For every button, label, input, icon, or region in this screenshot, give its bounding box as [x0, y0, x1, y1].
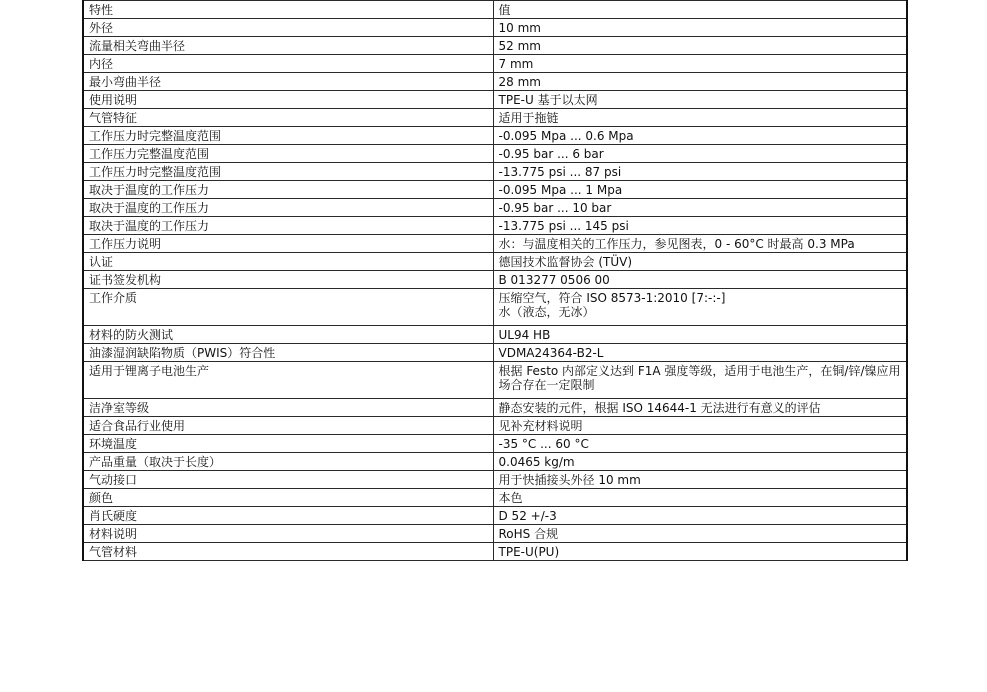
table-row	[83, 362, 907, 399]
row-property: 工作压力时完整温度范围	[83, 163, 493, 181]
table-row	[83, 543, 907, 561]
row-value: 7 mm	[493, 55, 907, 73]
table-row	[83, 163, 907, 181]
row-property: 环境温度	[83, 435, 493, 453]
row-value: 28 mm	[493, 73, 907, 91]
table-row	[83, 399, 907, 417]
row-value: 适用于拖链	[493, 109, 907, 127]
row-property: 认证	[83, 253, 493, 271]
table-row	[83, 525, 907, 543]
row-value: TPE-U 基于以太网	[493, 91, 907, 109]
row-value: UL94 HB	[493, 326, 907, 344]
table-row	[83, 19, 907, 37]
row-property: 肖氏硬度	[83, 507, 493, 525]
table-row	[83, 91, 907, 109]
table-row	[83, 289, 907, 326]
row-value: 用于快插接头外径 10 mm	[493, 471, 907, 489]
row-value: 根据 Festo 内部定义达到 F1A 强度等级，适用于电池生产，在铜/锌/镍应用场合存在一定限制	[493, 362, 907, 399]
row-property: 外径	[83, 19, 493, 37]
row-property: 最小弯曲半径	[83, 73, 493, 91]
row-value: 0.0465 kg/m	[493, 453, 907, 471]
table-row	[83, 489, 907, 507]
table-row	[83, 55, 907, 73]
table-row	[83, 253, 907, 271]
row-value: -13.775 psi ... 145 psi	[493, 217, 907, 235]
row-value: 10 mm	[493, 19, 907, 37]
row-value: 压缩空气，符合 ISO 8573-1:2010 [7:-:-] 水（液态，无冰）	[493, 289, 907, 326]
row-property: 使用说明	[83, 91, 493, 109]
row-value: 52 mm	[493, 37, 907, 55]
table-row	[83, 181, 907, 199]
row-value: VDMA24364-B2-L	[493, 344, 907, 362]
table-row	[83, 435, 907, 453]
row-property: 材料说明	[83, 525, 493, 543]
row-property: 油漆湿润缺陷物质（PWIS）符合性	[83, 344, 493, 362]
table-row	[83, 471, 907, 489]
row-property: 材料的防火测试	[83, 326, 493, 344]
row-value: 德国技术监督协会 (TÜV)	[493, 253, 907, 271]
row-property: 气管材料	[83, 543, 493, 561]
row-value: D 52 +/-3	[493, 507, 907, 525]
row-property: 气管特征	[83, 109, 493, 127]
table-header-row	[83, 1, 907, 19]
row-value: B 013277 0506 00	[493, 271, 907, 289]
row-property: 取决于温度的工作压力	[83, 217, 493, 235]
row-value: RoHS 合规	[493, 525, 907, 543]
row-property: 颜色	[83, 489, 493, 507]
row-property: 产品重量（取决于长度）	[83, 453, 493, 471]
header-value: 值	[493, 1, 907, 19]
row-value: 本色	[493, 489, 907, 507]
row-value: 水：与温度相关的工作压力，参见图表，0 - 60°C 时最高 0.3 MPa	[493, 235, 907, 253]
table-row	[83, 217, 907, 235]
row-value: -0.095 Mpa ... 1 Mpa	[493, 181, 907, 199]
spec-table-body	[83, 1, 907, 561]
row-property: 取决于温度的工作压力	[83, 199, 493, 217]
row-value: 见补充材料说明	[493, 417, 907, 435]
row-property: 证书签发机构	[83, 271, 493, 289]
table-row	[83, 344, 907, 362]
table-row	[83, 453, 907, 471]
table-row	[83, 109, 907, 127]
row-property: 气动接口	[83, 471, 493, 489]
row-property: 适用于锂离子电池生产	[83, 362, 493, 399]
row-property: 工作介质	[83, 289, 493, 326]
row-property: 适合食品行业使用	[83, 417, 493, 435]
row-value: -35 °C ... 60 °C	[493, 435, 907, 453]
row-property: 流量相关弯曲半径	[83, 37, 493, 55]
table-row	[83, 199, 907, 217]
row-value: -13.775 psi ... 87 psi	[493, 163, 907, 181]
table-row	[83, 326, 907, 344]
header-property: 特性	[83, 1, 493, 19]
row-value: TPE-U(PU)	[493, 543, 907, 561]
table-row	[83, 145, 907, 163]
spec-table	[82, 0, 908, 561]
row-property: 工作压力完整温度范围	[83, 145, 493, 163]
table-row	[83, 127, 907, 145]
row-property: 内径	[83, 55, 493, 73]
table-row	[83, 271, 907, 289]
row-value: -0.095 Mpa ... 0.6 Mpa	[493, 127, 907, 145]
row-property: 工作压力时完整温度范围	[83, 127, 493, 145]
table-row	[83, 507, 907, 525]
table-row	[83, 417, 907, 435]
row-value: -0.95 bar ... 6 bar	[493, 145, 907, 163]
table-row	[83, 235, 907, 253]
table-row	[83, 37, 907, 55]
row-property: 工作压力说明	[83, 235, 493, 253]
row-value: 静态安装的元件，根据 ISO 14644-1 无法进行有意义的评估	[493, 399, 907, 417]
row-property: 取决于温度的工作压力	[83, 181, 493, 199]
table-row	[83, 73, 907, 91]
row-value: -0.95 bar ... 10 bar	[493, 199, 907, 217]
row-property: 洁净室等级	[83, 399, 493, 417]
